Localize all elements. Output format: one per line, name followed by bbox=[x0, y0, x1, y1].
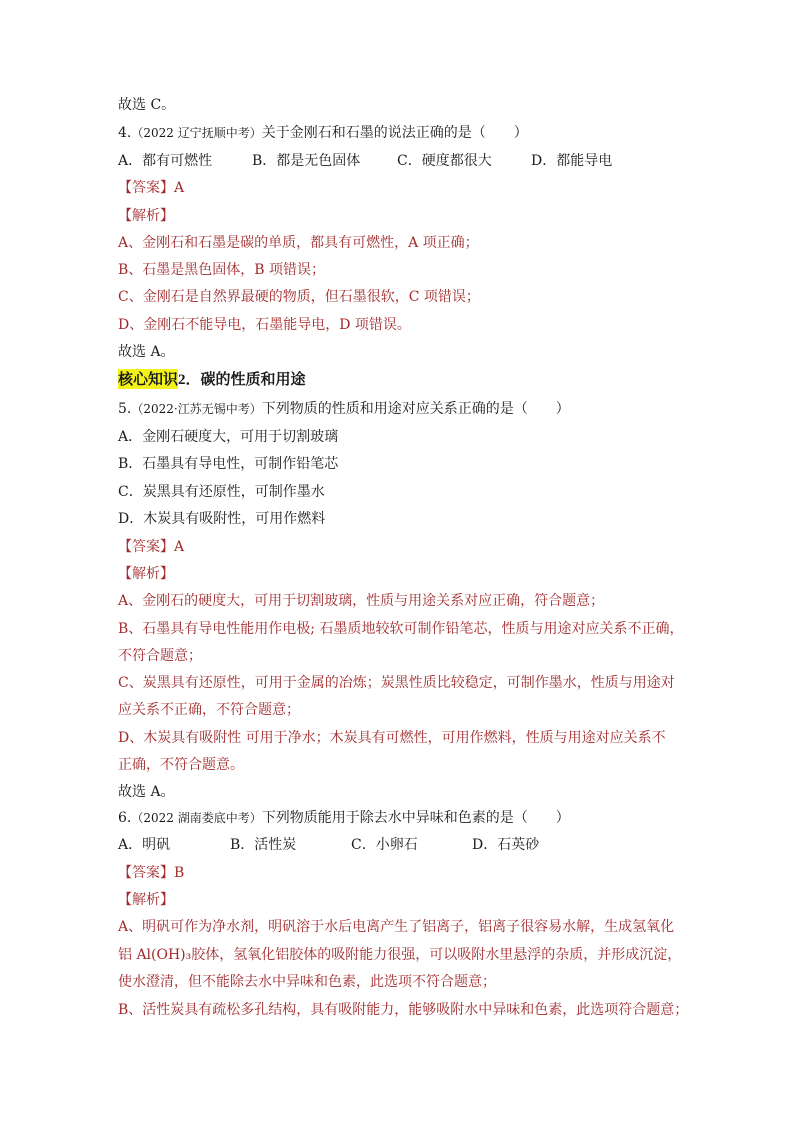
q4-option-b: B．都是无色固体 bbox=[252, 153, 361, 169]
q6-answer: 【答案】B bbox=[118, 865, 185, 881]
q5-analysis-line: A、金刚石的硬度大，可用于切割玻璃，性质与用途关系对应正确，符合题意； bbox=[118, 593, 605, 609]
q4-option-c: C．硬度都很大 bbox=[397, 153, 492, 169]
q6-analysis-line: 铝 Al(OH)₃胶体，氢氧化铝胶体的吸附能力很强，可以吸附水里悬浮的杂质，并形成沉淀， bbox=[118, 947, 682, 963]
q5-option-a: A．金刚石硬度大，可用于切割玻璃 bbox=[118, 429, 339, 445]
q5-analysis-line: C、炭黑具有还原性，可用于金属的冶炼；炭黑性质比较稳定，可制作墨水，性质与用途对 bbox=[118, 675, 675, 691]
q4-answer: 【答案】A bbox=[118, 180, 185, 196]
q5-analysis-line: 应关系不正确，不符合题意； bbox=[118, 702, 300, 718]
q6-options bbox=[118, 836, 539, 854]
q4-stem: 关于金刚石和石墨的说法正确的是（ ） bbox=[261, 125, 528, 141]
q5-option-b: B．石墨具有导电性，可制作铅笔芯 bbox=[118, 456, 339, 472]
q4-analysis-a: A、金刚石和石墨是碳的单质，都具有可燃性，A 项正确； bbox=[118, 235, 479, 251]
q5-analysis-line: 正确，不符合题意。 bbox=[118, 757, 244, 773]
q4-analysis-label: 【解析】 bbox=[118, 208, 174, 224]
q6-analysis-label: 【解析】 bbox=[118, 892, 174, 908]
section-heading bbox=[118, 370, 306, 389]
q6-option-c: C．小卵石 bbox=[351, 837, 418, 853]
q6-option-a: A．明矾 bbox=[118, 837, 171, 853]
q4-option-d: D．都能导电 bbox=[531, 153, 613, 169]
q5-conclusion: 故选 A。 bbox=[118, 784, 175, 800]
q6-stem: 下列物质能用于除去水中异味和色素的是（ ） bbox=[261, 810, 570, 826]
q5-stem-line bbox=[118, 400, 570, 418]
q4-analysis-d: D、金刚石不能导电，石墨能导电，D 项错误。 bbox=[118, 317, 411, 333]
q5-stem: 下列物质的性质和用途对应关系正确的是（ ） bbox=[261, 401, 570, 417]
q5-option-d: D．木炭具有吸附性，可用作燃料 bbox=[118, 511, 326, 527]
q4-stem-line bbox=[118, 124, 528, 142]
q4-number: 4. bbox=[118, 125, 132, 141]
q6-analysis-line: B、活性炭具有疏松多孔结构，具有吸附能力，能够吸附水中异味和色素，此选项符合题意； bbox=[118, 1002, 689, 1018]
section-title: ．碳的性质和用途 bbox=[185, 370, 306, 388]
q4-source: （2022 辽宁抚顺中考） bbox=[131, 126, 262, 140]
q6-analysis-line: A、明矾可作为净水剂，明矾溶于水后电离产生了铝离子，铝离子很容易水解，生成氢氧化 bbox=[118, 919, 675, 935]
q6-analysis-line: 使水澄清，但不能除去水中异味和色素，此选项不符合题意； bbox=[118, 974, 496, 990]
q5-number: 5. bbox=[118, 401, 132, 417]
q6-source: （2022 湖南娄底中考） bbox=[131, 811, 262, 825]
q5-answer: 【答案】A bbox=[118, 539, 185, 555]
q5-analysis-label: 【解析】 bbox=[118, 566, 174, 582]
q5-analysis-line: 不符合题意； bbox=[118, 648, 202, 664]
q4-option-a: A．都有可燃性 bbox=[118, 153, 213, 169]
q5-analysis-line: D、木炭具有吸附性 可用于净水；木炭具有可燃性，可用作燃料，性质与用途对应关系不 bbox=[118, 730, 666, 746]
q6-number: 6. bbox=[118, 810, 132, 826]
q4-conclusion: 故选 A。 bbox=[118, 344, 175, 360]
q3-conclusion: 故选 C。 bbox=[118, 97, 176, 113]
section-number: 2 bbox=[178, 372, 186, 388]
q4-analysis-c: C、金刚石是自然界最硬的物质，但石墨很软，C 项错误； bbox=[118, 289, 480, 305]
q5-source: （2022·江苏无锡中考） bbox=[131, 402, 262, 416]
q6-option-b: B．活性炭 bbox=[230, 837, 297, 853]
q5-option-c: C．炭黑具有还原性，可制作墨水 bbox=[118, 484, 325, 500]
q6-stem-line bbox=[118, 809, 570, 827]
q5-analysis-line: B、石墨具有导电性能用作电极; 石墨质地较软可制作铅笔芯，性质与用途对应关系不正确， bbox=[118, 621, 684, 637]
q4-analysis-b: B、石墨是黑色固体，B 项错误； bbox=[118, 262, 326, 278]
section-highlight: 核心知识 bbox=[118, 370, 179, 388]
q6-option-d: D．石英砂 bbox=[472, 837, 540, 853]
q4-options bbox=[118, 152, 612, 170]
